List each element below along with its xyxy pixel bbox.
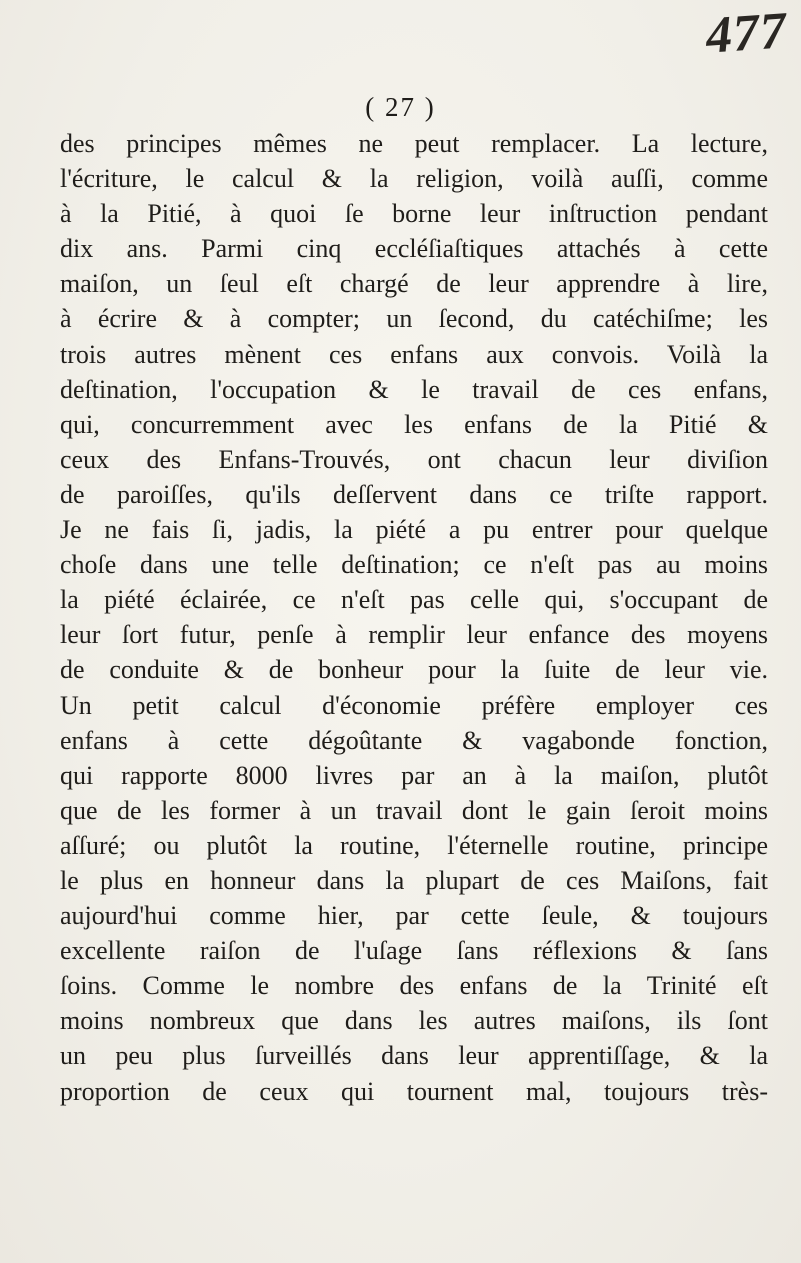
text-line: leur ſort futur, penſe à remplir leur enfance des moyens <box>60 620 768 650</box>
text-line: qui, concurremment avec les enfans de la Pitié & <box>60 409 768 439</box>
handwritten-annotation: 477 <box>704 2 789 65</box>
text-line: de conduite & de bonheur pour la ſuite de leur vie. <box>60 655 768 685</box>
text-line: à écrire & à compter; un ſecond, du catéchiſme; les <box>60 304 768 334</box>
page-number: ( 27 ) <box>365 92 436 122</box>
text-line: ceux des Enfans-Trouvés, ont chacun leur diviſion <box>60 444 768 474</box>
text-line: ſoins. Comme le nombre des enfans de la Trinité eſt <box>60 971 768 1001</box>
text-line: excellente raiſon de l'uſage ſans réflexions & ſans <box>60 936 768 966</box>
text-line: enfans à cette dégoûtante & vagabonde fonction, <box>60 725 768 755</box>
text-line: que de les former à un travail dont le gain ſeroit moins <box>60 795 768 825</box>
text-line: à la Pitié, à quoi ſe borne leur inſtruction pendant <box>60 199 768 229</box>
text-line: dix ans. Parmi cinq eccléſiaſtiques attachés à cette <box>60 234 768 264</box>
text-line: aſſuré; ou plutôt la routine, l'éternelle routine, principe <box>60 830 768 860</box>
body-text <box>60 126 768 1109</box>
text-line: proportion de ceux qui tournent mal, toujours très- <box>60 1076 768 1106</box>
text-line: un peu plus ſurveillés dans leur apprentiſſage, & la <box>60 1041 768 1071</box>
text-line: l'écriture, le calcul & la religion, voilà auſſi, comme <box>60 164 768 194</box>
text-line: choſe dans une telle deſtination; ce n'eſt pas au moins <box>60 550 768 580</box>
text-line: qui rapporte 8000 livres par an à la maiſon, plutôt <box>60 760 768 790</box>
text-line: moins nombreux que dans les autres maiſons, ils ſont <box>60 1006 768 1036</box>
text-line: aujourd'hui comme hier, par cette ſeule, & toujours <box>60 901 768 931</box>
text-line: Je ne fais ſi, jadis, la piété a pu entrer pour quelque <box>60 515 768 545</box>
text-line: maiſon, un ſeul eſt chargé de leur apprendre à lire, <box>60 269 768 299</box>
text-line: de paroiſſes, qu'ils deſſervent dans ce triſte rapport. <box>60 479 768 509</box>
text-line: le plus en honneur dans la plupart de ces Maiſons, fait <box>60 865 768 895</box>
text-line: deſtination, l'occupation & le travail de ces enfans, <box>60 374 768 404</box>
text-line: trois autres mènent ces enfans aux convois. Voilà la <box>60 339 768 369</box>
text-line: Un petit calcul d'économie préfère employer ces <box>60 690 768 720</box>
text-line: la piété éclairée, ce n'eſt pas celle qui, s'occupant de <box>60 585 768 615</box>
text-line: des principes mêmes ne peut remplacer. La lecture, <box>60 129 768 158</box>
